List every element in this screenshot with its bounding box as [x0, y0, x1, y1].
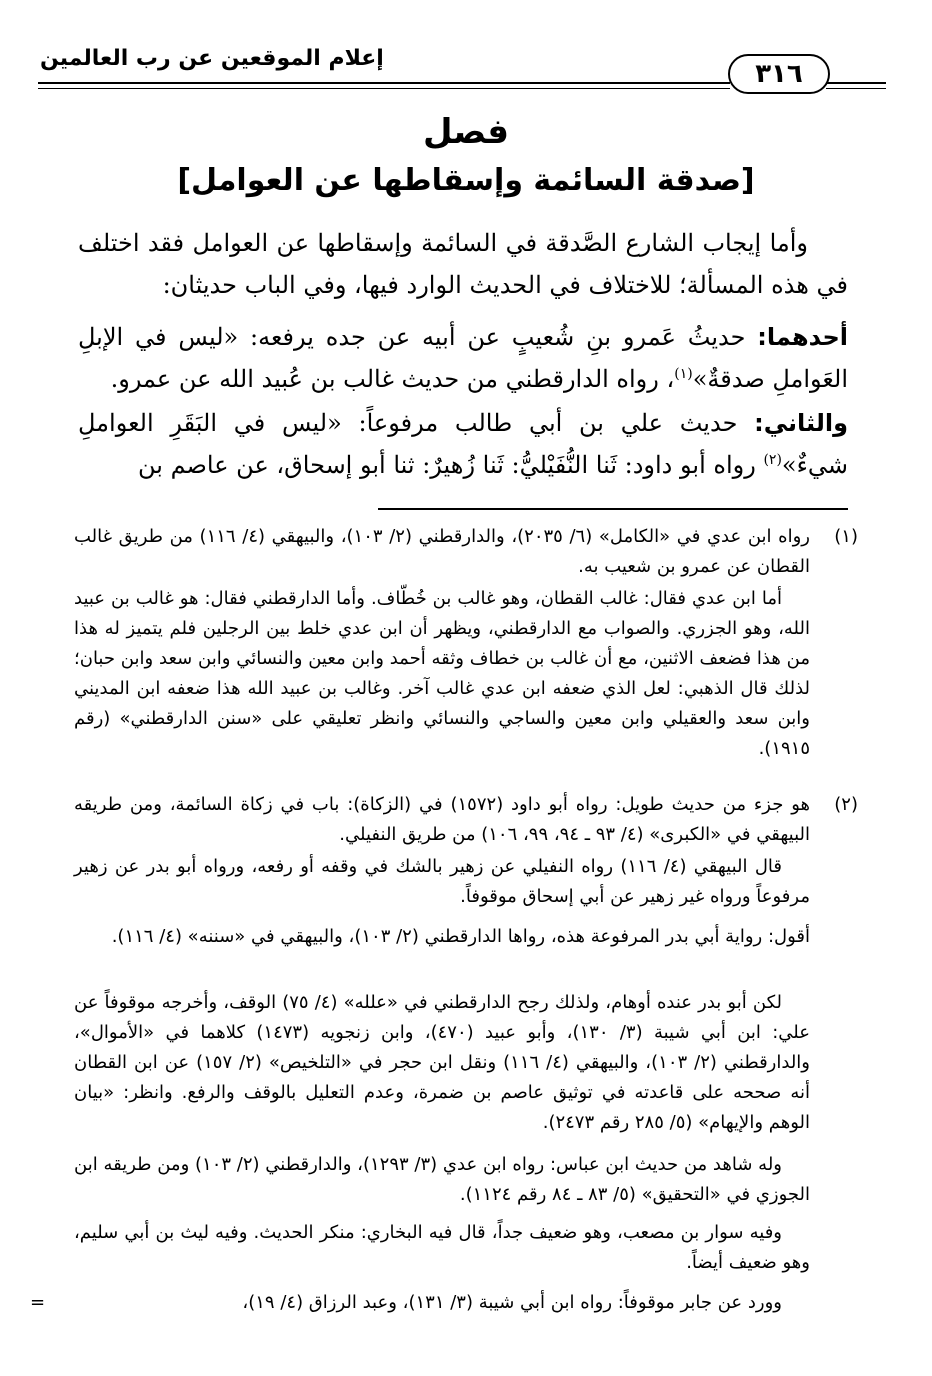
header-rule-right-thin: [826, 88, 886, 89]
header-rule-thin: [38, 88, 730, 89]
footnote-2-paragraph: قال البيهقي (٤/ ١١٦) رواه النفيلي عن زهير بالشك في وقفه أو رفعه، ورواه أبو بدر عن زهير مرفوعاً ورواه غير زهير عن أبي إسحاق موقوفاً.: [74, 856, 810, 907]
header-rule: [38, 82, 730, 84]
footnote-2-paragraph: أقول: رواية أبي بدر المرفوعة هذه، رواها الدارقطني (٢/ ١٠٣)، والبيهقي في «سننه» (٤/ ١١٦).: [111, 926, 810, 947]
continuation-mark: =: [30, 1292, 46, 1313]
paragraph-lead: أحدهما:: [757, 323, 848, 351]
footnote-2-paragraph: لكن أبو بدر عنده أوهام، ولذلك رجح الدارقطني في «علله» (٤/ ٧٥) الوقف، وأخرجه موقوفاً عن علي: ابن أبي شيبة (٣/ ١٣٠)، وأبو عبيد (٤٧٠)، وابن زنجويه (١٤٧٣) كلاهما في «الأموال»، والدارقطني (٢/ ١٠٣)، والبيهقي (٤/ ١١٦) ونقل ابن حجر في «التلخيص» (٢/ ١٥٧) عن ابن القطان أنه صححه على قاعدته في توثيق عاصم بن ضمرة، وعدم التعليل بالوقف والرفع. وانظر: «بيان الوهم والإيهام» (٥/ ٢٨٥ رقم ٢٤٧٣).: [74, 992, 811, 1133]
paragraph-lead: والثاني:: [754, 409, 848, 437]
footnote-ref[interactable]: (١): [674, 366, 693, 382]
footnote-number: (٢): [834, 794, 858, 815]
footnote-1-commentary: أما ابن عدي فقال: غالب القطان، وهو غالب بن خُطّاف. وأما الدارقطني فقال: هو غالب بن عبيد الله، وهو الجزري. والصواب مع الدارقطني، ويظهر أن ابن عدي خلط بين الرجلين فلم يتميز له هذا من هذا فضعف الاثنين، مع أن غالب بن خطاف وثقه أحمد وابن معين والنسائي وابن سعد وابن حبان؛ لذلك قال الذهبي: لعل الذي ضعفه ابن عدي غالب آخر. وغالب بن عبيد الله هذا ضعفه ابن المديني وابن سعد والعقيلي وابن معين والساجي والنسائي وانظر تعليقي على «سنن الدارقطني» (رقم ١٩١٥).: [74, 588, 810, 759]
page-number: ٣١٦: [728, 54, 830, 94]
footnote-2-text: هو جزء من حديث طويل: رواه أبو داود (١٥٧٢) في (الزكاة): باب في زكاة السائمة، ومن طريقه البيهقي في «الكبرى» (٤/ ٩٣ ـ ٩٤، ٩٩، ١٠٦) من طريق النفيلي.: [74, 794, 810, 845]
paragraph-text: حديث علي بن أبي طالب مرفوعاً: «ليس في البَقَرِ العواملِ شيءٌ»: [78, 409, 848, 479]
body-paragraph-3: [78, 402, 848, 486]
paragraph-tail: رواه أبو داود: ثَنا النُّفَيْليُّ: ثَنا زُهيرٌ: ثنا أبو إسحاق، عن عاصم بن: [137, 451, 764, 479]
running-header-title: إعلام الموقعين عن رب العالمين: [40, 46, 384, 71]
footnote-2-paragraph: وفيه سوار بن مصعب، وهو ضعيف جداً، قال فيه البخاري: منكر الحديث. وفيه ليث بن أبي سليم، وهو ضعيف أيضاً.: [74, 1222, 810, 1273]
body-paragraph-1: وأما إيجاب الشارع الصَّدقة في السائمة وإسقاطها عن العوامل فقد اختلف في هذه المسألة؛ للاختلاف في الحديث الوارد فيها، وفي الباب حديثان:: [78, 229, 848, 299]
body-paragraph-2: [78, 316, 848, 400]
footnote-2-paragraph: وله شاهد من حديث ابن عباس: رواه ابن عدي (٣/ ١٢٩٣)، والدارقطني (٢/ ١٠٣) ومن طريقه ابن الجوزي في «التحقيق» (٥/ ٨٣ ـ ٨٤ رقم ١١٢٤).: [74, 1154, 810, 1205]
paragraph-tail: ، رواه الدارقطني من حديث غالب بن عُبيد الله عن عمرو.: [110, 365, 675, 393]
footnote-1-text: رواه ابن عدي في «الكامل» (٦/ ٢٠٣٥)، والدارقطني (٢/ ١٠٣)، والبيهقي (٤/ ١١٦) من طريق غالب القطان عن عمرو بن شعيب به.: [74, 526, 810, 577]
section-subheading: [صدقة السائمة وإسقاطها عن العوامل]: [177, 163, 755, 198]
footnote-number: (١): [834, 526, 858, 547]
section-heading: فصل: [422, 112, 510, 152]
footnote-2-paragraph: وورد عن جابر موقوفاً: رواه ابن أبي شيبة (٣/ ١٣١)، وعبد الرزاق (٤/ ١٩)،: [242, 1292, 782, 1313]
footnote-ref[interactable]: (٢): [763, 452, 782, 468]
paragraph-text: حديثُ عَمرو بنِ شُعيبٍ عن أبيه عن جده يرفعه: «ليس في الإبلِ العَواملِ صدقةٌ»: [78, 323, 848, 393]
footnote-separator: [378, 508, 848, 510]
header-rule-right: [826, 82, 886, 84]
